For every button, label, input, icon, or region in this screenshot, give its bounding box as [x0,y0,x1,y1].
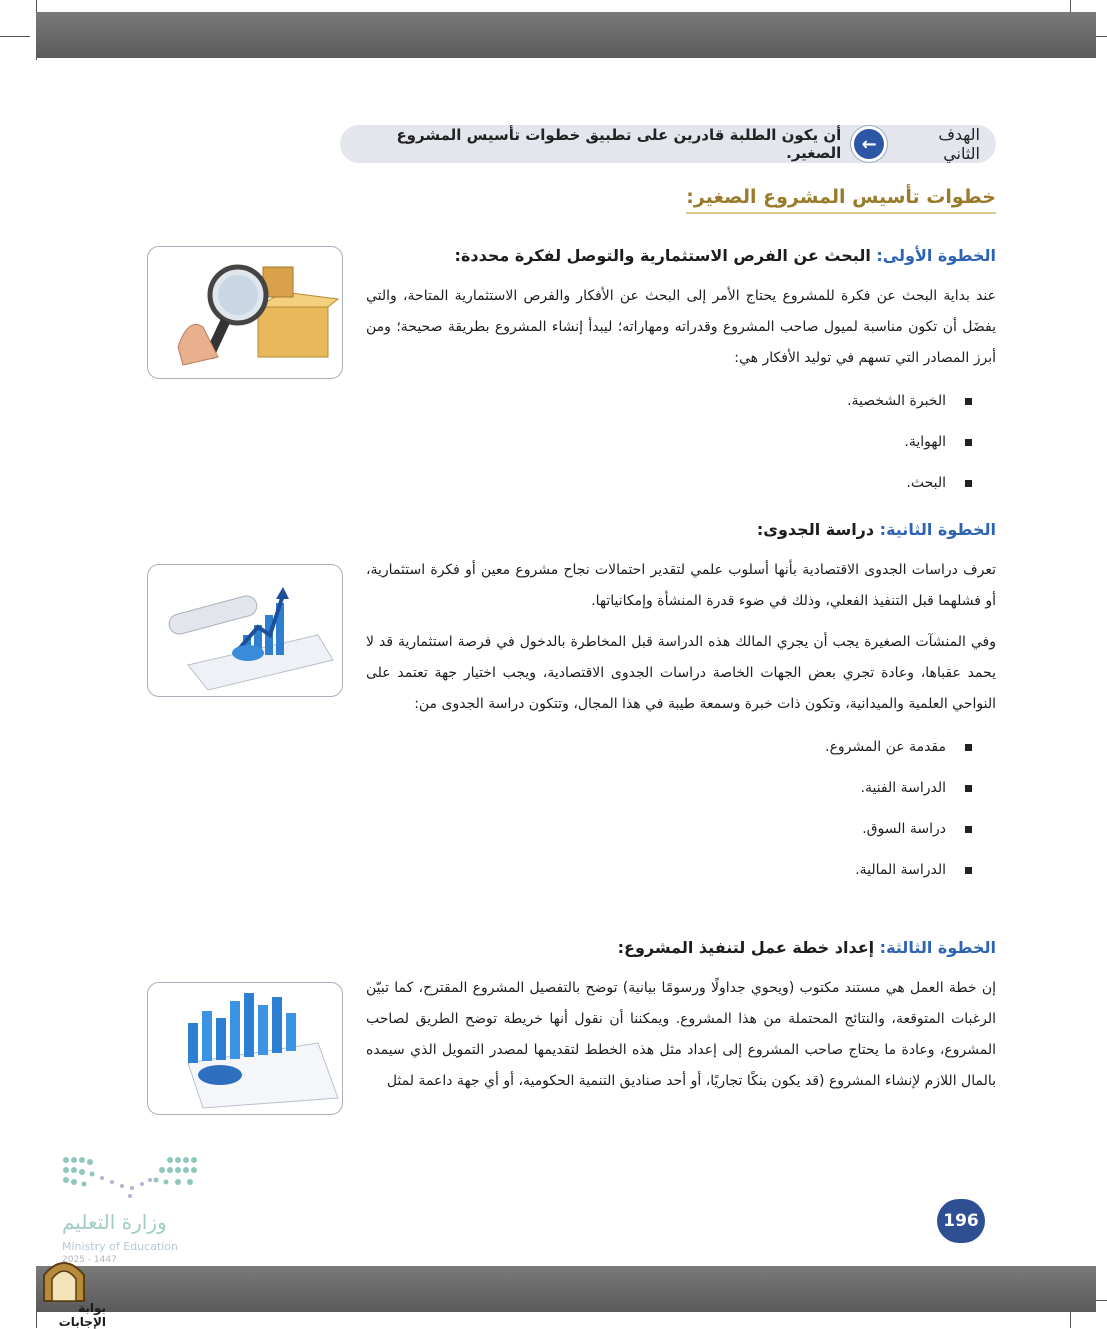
list-item: الخبرة الشخصية. [366,386,996,427]
gate-icon [26,1255,106,1303]
list-item: مقدمة عن المشروع. [366,732,996,773]
top-banner [36,12,1096,58]
step2-label: الخطوة الثانية: [879,520,996,539]
section-title: خطوات تأسيس المشروع الصغير: [686,186,996,214]
growth-chart-illustration [147,564,343,697]
list-item: دراسة السوق. [366,814,996,855]
crop-mark [0,36,30,37]
watermark-logo [26,1255,106,1329]
step3-label: الخطوة الثالثة: [879,938,996,957]
page-number: 196 [937,1199,985,1243]
step2-paragraph-2: وفي المنشآت الصغيرة يجب أن يجري المالك هذه الدراسة قبل المخاطرة بالدخول في فرصة استثمارية قد لا يحمد عقباها، وعادة تجري بعض الجهات الخاصة دراسات الجدوى الاقتصادية، ويجب اختيار جهة تعتمد على النواحي العلمية والميدانية، وتكون ذات خبرة وسمعة طيبة في هذا المجال، وتتكون دراسة الجدوى من: [366,634,996,712]
list-item: الدراسة المالية. [366,855,996,896]
step3-paragraph: إن خطة العمل هي مستند مكتوب (ويحوي جداولًا ورسومًا بيانية) توضح بالتفصيل المشروع المقترح، كما تبيّن الرغبات المتوقعة، والنتائج المحتملة من هذا المشروع. ويمكننا أن نقول أنها خريطة توضح الطريق لصاحب المشروع، وعادة ما يحتاج صاحب المشروع إلى إعداد مثل هذه الخطط لتقديمها لمصدر التمويل الذي سيمده بالمال اللازم لإنشاء المشروع (قد يكون بنكًا تجاريًا، أو أحد صناديق التنمية الحكومية، أو أي جهة داعمة لمثل [366,980,996,1089]
step2-bullets [366,732,996,896]
goal-banner [340,125,996,163]
step1-bullets [366,386,996,509]
step2-heading [366,514,996,545]
step3-block [366,932,996,1097]
step3-heading [366,932,996,963]
bar-chart-icon [148,983,342,1114]
list-item: الهواية. [366,427,996,468]
step1-paragraph: عند بداية البحث عن فكرة للمشروع يحتاج الأمر إلى البحث عن الأفكار والفرص الاستثمارية المتاحة، والتي يفضَل أن تكون مناسبة لميول صاحب المشروع وقدراته ومهاراته؛ ليبدأ إنشاء المشروع بطريقة صحيحة؛ ومن أبرز المصادر التي تسهم في توليد الأفكار هي: [366,288,996,366]
goal-label: الهدف الثاني [938,125,980,163]
step1-title: البحث عن الفرص الاستثمارية والتوصل لفكرة محددة: [454,246,877,265]
step1-heading [366,240,996,271]
chart-icon [148,565,342,696]
step2-title: دراسة الجدوى: [756,520,880,539]
bar-chart-illustration [147,982,343,1115]
goal-text: أن يكون الطلبة قادرين على تطبيق خطوات تأسيس المشروع الصغير. [396,126,842,162]
step1-block [366,240,996,509]
step2-paragraph-1: تعرف دراسات الجدوى الاقتصادية بأنها أسلوب علمي لتقدير احتمالات نجاح مشروع معين أو فكرة استثمارية، أو فشلهما قبل التنفيذ الفعلي، وذلك في ضوء قدرة المنشأة وإمكانياتها. [366,562,996,609]
list-item: الدراسة الفنية. [366,773,996,814]
ministry-arabic: وزارة التعليم [62,1210,167,1234]
list-item: البحث. [366,468,996,509]
magnifier-box-illustration [147,246,343,379]
step2-block [366,514,996,896]
step1-label: الخطوة الأولى: [876,246,996,265]
watermark-text: بوابة الإجابات [58,1301,106,1329]
magnifier-icon [148,247,342,378]
arrow-left-icon: ← [851,126,887,162]
ministry-year: 2025 - 1447 [62,1255,117,1265]
ministry-logo [60,1152,200,1265]
ministry-english: Ministry of Education [62,1240,179,1253]
step3-title: إعداد خطة عمل لتنفيذ المشروع: [617,938,880,957]
bottom-banner [36,1266,1096,1312]
ministry-dots-icon [60,1152,200,1202]
